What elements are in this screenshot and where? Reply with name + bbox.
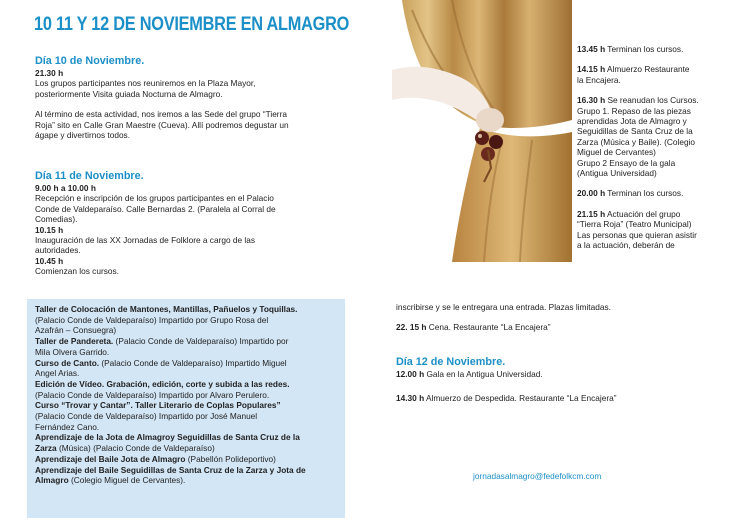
time-label: 22. 15 h xyxy=(396,322,427,333)
time-label: 9.00 h a 10.00 h xyxy=(35,183,96,193)
body-text: Comedias). xyxy=(35,214,78,225)
body-text: Terminan los cursos. xyxy=(605,188,684,199)
body-text: Zarza (Música y Baile). (Colegio xyxy=(577,136,696,147)
body-text: Recepción e inscripción de los grupos participantes en el Palacio xyxy=(35,193,274,204)
body-text: Almuerzo de Despedida. Restaurante “La Encajera” xyxy=(424,393,617,404)
workshop-title: Taller de Colocación de Mantones, Mantillas, Pañuelos y Toquillas. xyxy=(35,304,298,314)
curtain-castanets-photo xyxy=(392,0,572,262)
workshop-detail: (Pabellón Polideportivo) xyxy=(185,453,276,464)
body-text: autoridades. xyxy=(35,245,81,256)
body-text: Conde de Valdeparaíso. Calle Bernardas 2. (Paralela al Corral de xyxy=(35,203,276,214)
workshop-detail: Fernández Cano. xyxy=(35,421,100,432)
time-label: 12.00 h xyxy=(396,369,425,379)
workshop-detail: (Música) (Palacio Conde de Valdeparaíso) xyxy=(56,443,215,454)
workshop-detail: Azafrán – Consuegra) xyxy=(35,325,117,336)
body-text: Almuerzo Restaurante xyxy=(605,64,690,75)
body-text: Al término de esta actividad, nos iremos a las Sede del grupo “Tierra xyxy=(35,109,287,120)
workshops-list xyxy=(35,304,335,486)
workshop-title: Edición de Vídeo. Grabación, edición, corte y subida a las redes. xyxy=(35,378,290,389)
body-text: posteriormente Visita guiada Nocturna de Almagro. xyxy=(35,88,223,99)
body-text: Terminan los cursos. xyxy=(605,44,684,54)
body-text: Grupo 2 Ensayo de la gala xyxy=(577,157,676,168)
workshop-title: Curso “Trovar y Cantar”. Taller Literario de Coplas Populares” xyxy=(35,400,281,411)
day-10-section xyxy=(35,55,335,140)
day-10-heading: Día 10 de Noviembre. xyxy=(35,55,145,67)
body-text: Los grupos participantes nos reuniremos en la Plaza Mayor, xyxy=(35,78,256,89)
body-text: la Encajera. xyxy=(577,74,621,85)
workshop-detail: Mila Olvera Garrido. xyxy=(35,346,110,357)
workshop-title: Zarza xyxy=(35,443,57,454)
body-text: Comienzan los cursos. xyxy=(35,266,119,277)
day-11-heading: Día 11 de Noviembre. xyxy=(35,170,144,182)
body-text: a la actuación, deberán de xyxy=(577,240,675,251)
body-text: Miguel de Cervantes) xyxy=(577,147,656,158)
body-text: Roja” sito en Calle Gran Maestre (Cueva). Allí podremos degustar un xyxy=(35,119,289,130)
day-12-heading: Día 12 de Noviembre. xyxy=(396,356,506,368)
time-label: 14.15 h xyxy=(577,64,606,75)
time-label: 20.00 h xyxy=(577,188,606,199)
workshop-detail: Angel Arias. xyxy=(35,368,80,379)
body-text: Las personas que quieran asistir xyxy=(577,229,697,240)
workshop-title: Taller de Pandereta. xyxy=(35,336,114,347)
workshop-detail: (Palacio Conde de Valdeparaíso) Impartido por Grupo Rosa del xyxy=(35,314,269,325)
workshop-title: Aprendizaje del Baile Seguidillas de Santa Cruz de la Zarza y Jota de xyxy=(35,464,306,475)
contact-email-link[interactable]: jornadasalmagro@fedefolkcm.com xyxy=(473,471,602,481)
body-text: inscribirse y se le entregara una entrada. Plazas limitadas. xyxy=(396,302,611,312)
body-text: Grupo 1. Repaso de las piezas xyxy=(577,105,691,116)
workshop-detail: (Palacio Conde de Valdeparaíso) Impartido por xyxy=(113,336,289,347)
time-label: 10.15 h xyxy=(35,224,64,235)
body-text: Se reanudan los Cursos. xyxy=(605,95,699,106)
body-text: Gala en la Antigua Universidad. xyxy=(424,369,543,379)
time-label: 14.30 h xyxy=(396,393,425,404)
workshop-title: Curso de Canto. xyxy=(35,357,100,368)
day-11-afternoon-section xyxy=(577,44,727,251)
time-label: 16.30 h xyxy=(577,95,606,106)
workshop-detail: (Palacio Conde de Valdeparaíso) Impartido por Alvaro Perulero. xyxy=(35,389,270,400)
day-11-section xyxy=(35,170,335,277)
workshop-title: Aprendizaje de la Jota de Almagroy Seguidillas de Santa Cruz de la xyxy=(35,432,300,443)
time-label: 21.15 h xyxy=(577,208,606,219)
workshop-title: Aprendizaje del Baile Jota de Almagro xyxy=(35,453,186,464)
page-title: 10 11 Y 12 DE NOVIEMBRE EN ALMAGRO xyxy=(34,14,350,35)
body-text: aprendidas Jota de Almagro y xyxy=(577,116,687,127)
day-12-section xyxy=(396,356,726,404)
time-label: 21.30 h xyxy=(35,68,64,78)
workshop-detail: (Colegio Miguel de Cervantes). xyxy=(68,475,186,486)
body-text: “Tierra Roja” (Teatro Municipal) xyxy=(577,219,692,230)
body-text: (Antigua Universidad) xyxy=(577,168,657,179)
workshop-title: Almagro xyxy=(35,475,69,486)
workshop-detail: (Palacio Conde de Valdeparaíso) Impartido Miguel xyxy=(99,357,287,368)
workshop-detail: (Palacio Conde de Valdeparaíso) Impartido por José Manuel xyxy=(35,411,258,422)
body-text: Actuación del grupo xyxy=(605,208,681,219)
time-label: 13.45 h xyxy=(577,44,606,54)
body-text: Seguidillas de Santa Cruz de la xyxy=(577,126,693,137)
body-text: Cena. Restaurante “La Encajera” xyxy=(426,322,551,333)
time-label: 10.45 h xyxy=(35,255,64,266)
body-text: Inauguración de las XX Jornadas de Folklore a cargo de las xyxy=(35,235,256,246)
day-11-evening-section xyxy=(396,302,726,333)
body-text: ágape y divertirnos todos. xyxy=(35,130,131,141)
